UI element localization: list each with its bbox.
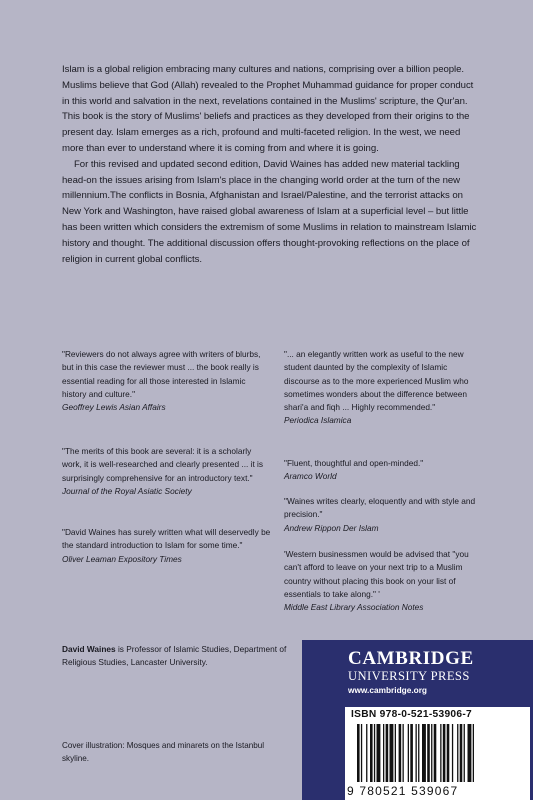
review-right-3 xyxy=(284,495,484,535)
author-bio xyxy=(62,643,292,670)
barcode-digits: 9 780521 539067 xyxy=(347,784,459,798)
cover-illustration-note: Cover illustration: Mosques and minarets on the Istanbul skyline. xyxy=(62,741,264,763)
review-source: Andrew Rippon Der Islam xyxy=(284,522,379,533)
author-bio-text: is Professor of Islamic Studies, Department of Religious Studies, Lancaster University. xyxy=(62,644,287,668)
review-quote: "David Waines has surely written what will deservedly be the standard introduction to Islam for some time." xyxy=(62,527,271,551)
review-right-1 xyxy=(284,348,484,428)
review-source: Periodica Islamica xyxy=(284,415,352,426)
publisher-name: CAMBRIDGE xyxy=(348,648,474,669)
blurb-paragraph-1: Islam is a global religion embracing many cultures and nations, comprising over a billion people. Muslims believe that God (Allah) revealed to the Prophet Muhammad guidance for proper conduct in this world and salvation in the next, revelations contained in the Muslims' scripture, the Qur'an. This book is the story of Muslims' beliefs and practices as they developed from their origins to the present day. Islam emerges as a rich, profound and multi-faceted religion. In the west, we need more than ever to understand where it is coming from and where it is going. xyxy=(62,64,474,154)
review-left-3 xyxy=(62,526,272,566)
review-left-1 xyxy=(62,348,272,414)
review-source: Journal of the Royal Asiatic Society xyxy=(62,485,192,496)
review-quote: "The merits of this book are several: it is a scholarly work, it is well-researched and clearly presented ... it is surprisingly comprehensive for an introductory text." xyxy=(62,446,264,483)
review-source: Middle East Library Association Notes xyxy=(284,602,424,613)
publisher-website: www.cambridge.org xyxy=(348,685,427,695)
isbn-label: ISBN 978-0-521-53906-7 xyxy=(351,709,472,720)
review-quote: "Waines writes clearly, eloquently and with style and precision." xyxy=(284,496,476,520)
barcode-image xyxy=(353,724,523,784)
review-source: Oliver Leaman Expository Times xyxy=(62,553,182,564)
review-quote: "Fluent, thoughtful and open-minded." xyxy=(284,458,424,468)
review-source: Aramco World xyxy=(284,471,337,482)
review-quote: 'Western businessmen would be advised that "you can't afford to leave on your next trip to a Muslim country without placing this book on your list of essentials to take along." ' xyxy=(284,549,469,599)
review-source: Geoffrey Lewis Asian Affairs xyxy=(62,402,166,413)
review-quote: "Reviewers do not always agree with writers of blurbs, but in this case the reviewer must ... the book really is essential reading for all those interested in Islamic history and culture." xyxy=(62,349,261,399)
publisher-block xyxy=(302,640,533,800)
blurb-paragraph-2: For this revised and updated second edition, David Waines has added new material tackling head-on the issues arising from Islam's place in the changing world order at the turn of the new millennium.The conflicts in Bosnia, Afghanistan and Israel/Palestine, and the terrorist attacks on New York and Washington, have raised global awareness of Islam at a superficial level – but little has been written which considers the extremism of some Muslims in relation to mainstream Islamic history and thought. The additional discussion offers thought-provoking reflections on the place of religion in current global conflicts. xyxy=(62,158,477,265)
review-right-4 xyxy=(284,548,484,614)
author-name: David Waines xyxy=(62,644,116,654)
review-left-2 xyxy=(62,445,272,498)
isbn-box xyxy=(345,707,530,800)
publisher-press: UNIVERSITY PRESS xyxy=(348,669,470,683)
description-blurb xyxy=(62,62,480,267)
review-right-2 xyxy=(284,457,484,484)
review-quote: "... an elegantly written work as useful to the new student daunted by the complexity of Islamic discourse as to the more experienced Muslim who sometimes wonders about the difference between shari'a and fiqh ... Highly recommended." xyxy=(284,349,469,413)
